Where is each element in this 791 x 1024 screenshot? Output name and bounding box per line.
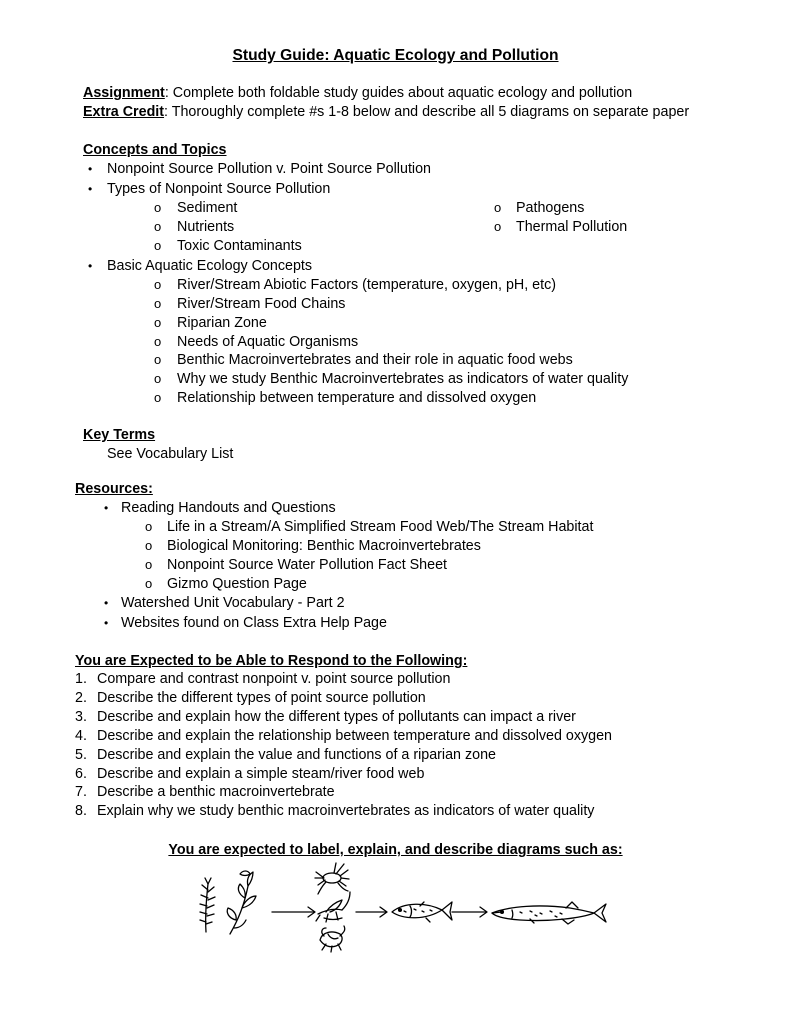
expected-number: 4.: [75, 728, 87, 744]
handout-item: Biological Monitoring: Benthic Macroinvertebrates: [167, 538, 481, 554]
small-fish-icon: [392, 902, 452, 922]
bullet-icon: •: [104, 596, 109, 610]
circle-bullet-icon: o: [154, 219, 162, 234]
concept-item: Types of Nonpoint Source Pollution: [107, 181, 331, 197]
expected-number: 2.: [75, 690, 87, 706]
expected-heading: You are Expected to be Able to Respond to the Following:: [75, 653, 468, 669]
crustacean-icon: [320, 926, 345, 952]
expected-item: Describe a benthic macroinvertebrate: [97, 784, 335, 800]
extra-credit-label: Extra Credit: [83, 104, 165, 120]
expected-item: Explain why we study benthic macroinvertebrates as indicators of water quality: [97, 803, 595, 819]
ecology-item: Relationship between temperature and dissolved oxygen: [177, 390, 537, 406]
assignment-text: : Complete both foldable study guides about aquatic ecology and pollution: [164, 85, 633, 101]
arrow-icon: [272, 907, 315, 917]
bullet-icon: •: [104, 616, 109, 630]
expected-item: Describe and explain how the different types of pollutants can impact a river: [97, 709, 576, 725]
resources-heading: Resources:: [75, 481, 153, 497]
handout-item: Life in a Stream/A Simplified Stream Food Web/The Stream Habitat: [167, 519, 594, 535]
concept-item: Nonpoint Source Pollution v. Point Source Pollution: [107, 161, 431, 177]
bullet-icon: •: [104, 501, 109, 515]
circle-bullet-icon: o: [154, 277, 162, 292]
bullet-icon: •: [88, 259, 93, 273]
circle-bullet-icon: o: [154, 352, 162, 367]
expected-item: Describe the different types of point source pollution: [97, 690, 426, 706]
assignment-label: Assignment: [83, 85, 165, 101]
assignment-line: [83, 84, 632, 102]
handout-item: Gizmo Question Page: [167, 576, 307, 592]
expected-number: 6.: [75, 766, 87, 782]
circle-bullet-icon: o: [154, 296, 162, 311]
pollution-type: Toxic Contaminants: [177, 238, 302, 254]
circle-bullet-icon: o: [494, 200, 502, 215]
food-chain-diagram: [190, 862, 610, 954]
pollution-type: Nutrients: [177, 219, 235, 235]
arrow-icon: [356, 907, 387, 917]
ecology-item: Needs of Aquatic Organisms: [177, 334, 359, 350]
expected-item: Describe and explain the relationship between temperature and dissolved oxygen: [97, 728, 613, 744]
circle-bullet-icon: o: [154, 200, 162, 215]
arrow-icon: [452, 907, 487, 917]
circle-bullet-icon: o: [154, 371, 162, 386]
aquatic-plant-icon: [200, 878, 215, 932]
resource-item: Websites found on Class Extra Help Page: [121, 615, 387, 631]
large-fish-icon: [492, 902, 606, 924]
circle-bullet-icon: o: [145, 519, 153, 534]
circle-bullet-icon: o: [154, 315, 162, 330]
ecology-item: Riparian Zone: [177, 315, 267, 331]
circle-bullet-icon: o: [145, 538, 153, 553]
extra-credit-line: [83, 103, 689, 121]
page-title: Study Guide: Aquatic Ecology and Pollution: [232, 47, 559, 64]
circle-bullet-icon: o: [494, 219, 502, 234]
pollution-type: Pathogens: [516, 200, 585, 216]
key-terms-heading: Key Terms: [83, 427, 156, 443]
expected-number: 7.: [75, 784, 87, 800]
circle-bullet-icon: o: [145, 576, 153, 591]
key-terms-text: See Vocabulary List: [107, 446, 234, 462]
handout-item: Nonpoint Source Water Pollution Fact Sheet: [167, 557, 447, 573]
expected-item: Compare and contrast nonpoint v. point source pollution: [97, 671, 451, 687]
ecology-item: Why we study Benthic Macroinvertebrates as indicators of water quality: [177, 371, 629, 387]
aquatic-plant-icon: [227, 871, 256, 934]
resource-item: Reading Handouts and Questions: [121, 500, 336, 516]
circle-bullet-icon: o: [154, 238, 162, 253]
pollution-type: Sediment: [177, 200, 238, 216]
bullet-icon: •: [88, 182, 93, 196]
resource-item: Watershed Unit Vocabulary - Part 2: [121, 595, 345, 611]
expected-item: Describe and explain the value and functions of a riparian zone: [97, 747, 496, 763]
expected-item: Describe and explain a simple steam/river food web: [97, 766, 425, 782]
expected-number: 3.: [75, 709, 87, 725]
expected-number: 8.: [75, 803, 87, 819]
diagrams-heading: You are expected to label, explain, and describe diagrams such as:: [168, 842, 623, 858]
ecology-item: River/Stream Abiotic Factors (temperature, oxygen, pH, etc): [177, 277, 557, 293]
concepts-heading: Concepts and Topics: [83, 142, 227, 158]
ecology-item: Benthic Macroinvertebrates and their role in aquatic food webs: [177, 352, 573, 368]
expected-number: 1.: [75, 671, 87, 687]
ecology-item: River/Stream Food Chains: [177, 296, 346, 312]
circle-bullet-icon: o: [145, 557, 153, 572]
circle-bullet-icon: o: [154, 334, 162, 349]
expected-number: 5.: [75, 747, 87, 763]
nymph-icon: [316, 892, 350, 922]
insect-icon: [315, 863, 349, 894]
circle-bullet-icon: o: [154, 390, 162, 405]
extra-credit-text: : Thoroughly complete #s 1-8 below and describe all 5 diagrams on separate paper: [164, 104, 690, 120]
pollution-type: Thermal Pollution: [516, 219, 628, 235]
concept-item: Basic Aquatic Ecology Concepts: [107, 258, 313, 274]
bullet-icon: •: [88, 162, 93, 176]
